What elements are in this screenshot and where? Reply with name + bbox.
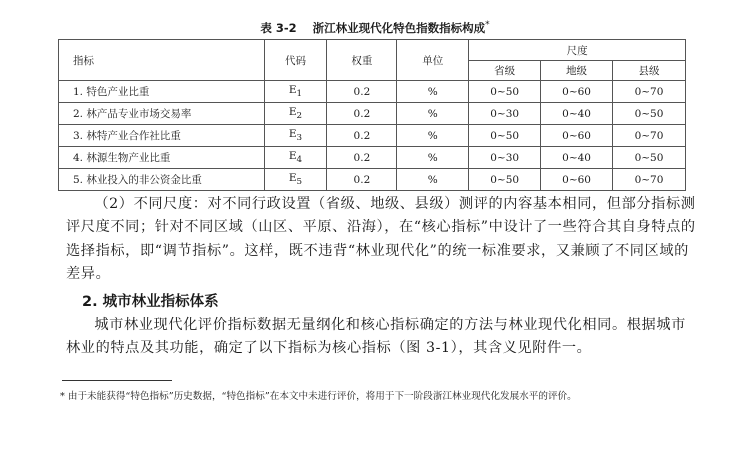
scale-city: 0~40 [541,103,613,125]
indicator-weight: 0.2 [327,169,397,191]
header-city: 地级 [541,61,613,81]
indicator-code: $E_3$ [264,125,327,147]
indicator-weight: 0.2 [327,147,397,169]
header-province: 省级 [469,61,541,81]
indicator-name: 2. 林产品专业市场交易率 [59,103,265,125]
scale-city: 0~60 [541,125,613,147]
scale-county: 0~70 [613,169,686,191]
indicator-weight: 0.2 [327,81,397,103]
scale-province: 0~50 [469,169,541,191]
indicator-code: $E_1$ [264,81,327,103]
indicator-unit: % [397,125,469,147]
indicator-code: $E_2$ [264,103,327,125]
scale-city: 0~60 [541,169,613,191]
scale-county: 0~70 [613,81,686,103]
paragraph-different-scales [66,193,696,286]
table-row [59,103,686,125]
scale-county: 0~70 [613,125,686,147]
scale-province: 0~30 [469,103,541,125]
header-unit: 单位 [397,40,469,81]
scale-city: 0~60 [541,81,613,103]
indicator-unit: % [397,147,469,169]
header-weight: 权重 [327,40,397,81]
table-row [59,147,686,169]
header-scale: 尺度 [469,40,686,61]
table-row [59,125,686,147]
indicator-name: 4. 林源生物产业比重 [59,147,265,169]
footnote-divider [62,380,172,381]
scale-province: 0~50 [469,81,541,103]
paragraph-text: （2）不同尺度：对不同行政设置（省级、地级、县级）测评的内容基本相同，但部分指标测评尺度不同；针对不同区域（山区、平原、沿海），在“核心指标”中设计了一些符合其自身特点的选择指标，即“调节指标”。这样，既不违背“林业现代化”的统一标准要求，又兼顾了不同区域的差异。 [66,196,696,282]
table-caption [0,20,750,36]
table-number: 表 3-2 [260,21,297,35]
indicator-code: $E_4$ [264,147,327,169]
table-row [59,169,686,191]
scale-city: 0~40 [541,147,613,169]
indicator-name: 1. 特色产业比重 [59,81,265,103]
indicator-weight: 0.2 [327,103,397,125]
indicator-name: 3. 林特产业合作社比重 [59,125,265,147]
scale-county: 0~50 [613,147,686,169]
footnote: * 由于未能获得“特色指标”历史数据，“特色指标”在本文中未进行评价，将用于下一阶段浙江林业现代化发展水平的评价。 [60,391,577,402]
paragraph-text: 城市林业现代化评价指标数据无量纲化和核心指标确定的方法与林业现代化相同。根据城市林业的特点及其功能，确定了以下指标为核心指标（图 3-1），其含义见附件一。 [66,317,686,357]
indicator-unit: % [397,103,469,125]
indicator-table [58,39,686,191]
indicator-name: 5. 林业投入的非公资金比重 [59,169,265,191]
table-row [59,81,686,103]
paragraph-urban-forestry [66,314,696,361]
scale-county: 0~50 [613,103,686,125]
header-code: 代码 [264,40,327,81]
header-county: 县级 [613,61,686,81]
indicator-unit: % [397,169,469,191]
section-heading: 2. 城市林业指标体系 [82,294,219,310]
indicator-code: $E_5$ [264,169,327,191]
table-title: 浙江林业现代化特色指数指标构成 [312,21,486,35]
table-footnote-mark: * [485,20,490,31]
indicator-unit: % [397,81,469,103]
scale-province: 0~50 [469,125,541,147]
header-indicator: 指标 [59,40,265,81]
scale-province: 0~30 [469,147,541,169]
indicator-weight: 0.2 [327,125,397,147]
